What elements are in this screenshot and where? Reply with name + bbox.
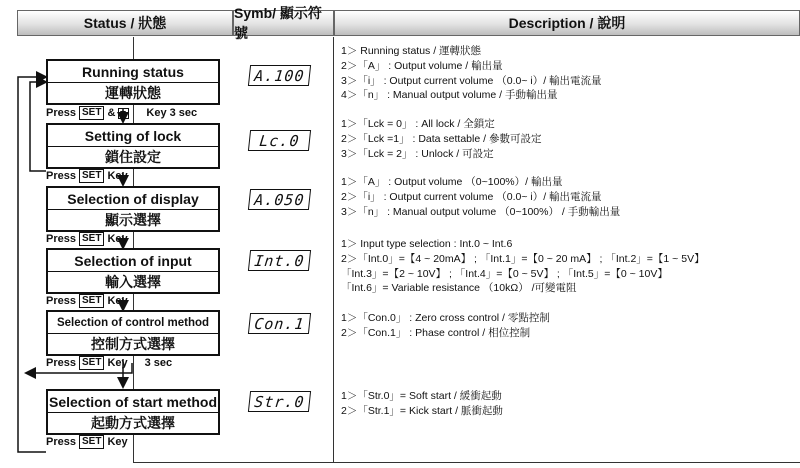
description-line: 1＞ Running status / 運轉狀態	[341, 45, 482, 57]
press-instruction	[46, 232, 128, 246]
description-line: 2＞「Con.1」 : Phase control / 相位控制	[341, 326, 531, 339]
key-label: Key	[107, 170, 128, 182]
state-selection-of-control-method	[46, 310, 220, 356]
state-selection-of-start-method	[46, 389, 220, 435]
back-to-running-arrow	[30, 82, 46, 171]
press-instruction	[46, 106, 197, 120]
set-key: SET	[79, 106, 104, 120]
description-line: 「Int.6」= Variable resistance （10kΩ） /可變電阻	[341, 282, 577, 295]
description-line: 1＞ Input type selection : Int.0 ~ Int.6	[341, 238, 513, 250]
description-line: 1＞「A」 : Output volume （0~100%）/ 輸出量	[341, 176, 563, 188]
lcd-symbol: Con.1	[248, 313, 311, 334]
state-selection-of-input	[46, 248, 220, 294]
state-running-status	[46, 59, 220, 105]
state-en: Selection of input	[48, 250, 218, 272]
description-line: 3＞「Lck = 2」 : Unlock / 可設定	[341, 147, 494, 160]
lcd-symbol: Lc.0	[248, 130, 311, 151]
press-instruction	[46, 356, 172, 370]
set-key: SET	[79, 294, 104, 308]
duration-label: 3 sec	[144, 357, 173, 369]
description-block	[341, 389, 503, 419]
state-en: Setting of lock	[48, 125, 218, 147]
state-zh: 起動方式選擇	[91, 415, 175, 431]
state-setting-of-lock	[46, 123, 220, 169]
state-en: Selection of start method	[48, 391, 218, 413]
description-line: 1＞「Lck = 0」 : All lock / 全鎖定	[341, 118, 495, 130]
press-instruction	[46, 294, 128, 308]
state-en: Running status	[48, 61, 218, 83]
key-label: Key	[107, 357, 128, 369]
description-line: 2＞「A」 : Output volume / 輸出量	[341, 59, 503, 72]
description-line: 1＞「Str.0」= Soft start / 緩衝起動	[341, 390, 502, 402]
description-line: 2＞「Str.1」= Kick start / 脈衝起動	[341, 404, 503, 417]
press-instruction	[46, 169, 128, 183]
return-loop-arrow	[18, 77, 46, 452]
description-block	[341, 237, 705, 296]
description-block	[341, 175, 620, 219]
key-label: Key	[107, 295, 128, 307]
press-label: Press	[46, 357, 76, 369]
description-line: 2＞「i」 : Output current volume （0.0~ i）/ 輸出電流量	[341, 190, 602, 203]
description-line: 2＞「Lck =1」 : Data settable / 參數可設定	[341, 132, 542, 145]
lcd-symbol: Int.0	[248, 250, 311, 271]
description-line: 「Int.3」=【2 ~ 10V】 ; 「Int.4」=【0 ~ 5V】 ; 「Int.5」=【0 ~ 10V】	[341, 267, 668, 280]
state-zh: 顯示選擇	[105, 212, 161, 228]
press-label: Press	[46, 436, 76, 448]
header-status: Status / 狀態	[17, 10, 233, 36]
description-line: 3＞「i」 : Output current volume （0.0~ i）/ 輸出電流量	[341, 74, 602, 87]
description-line: 1＞「Con.0」 : Zero cross control / 零點控制	[341, 312, 550, 324]
state-en: Selection of display	[48, 188, 218, 210]
state-selection-of-display	[46, 186, 220, 232]
lcd-symbol: A.050	[248, 189, 311, 210]
column-divider	[333, 37, 334, 462]
set-key: SET	[79, 232, 104, 246]
header-description: Description / 說明	[334, 10, 800, 36]
press-label: Press	[46, 170, 76, 182]
amp-label: &	[107, 107, 116, 119]
state-zh: 運轉狀態	[105, 85, 161, 101]
header-symbol: Symb/ 顯示符號	[233, 10, 334, 36]
description-block	[341, 44, 602, 103]
set-key: SET	[79, 435, 104, 449]
press-label: Press	[46, 107, 76, 119]
key-label: Key 3 sec	[146, 107, 198, 119]
description-line: 2＞「Int.0」=【4 ~ 20mA】 ; 「Int.1」=【0 ~ 20 mA】 ; 「Int.2」=【1 ~ 5V】	[341, 252, 705, 265]
key-label: Key	[107, 436, 128, 448]
press-label: Press	[46, 233, 76, 245]
lcd-symbol: A.100	[248, 65, 311, 86]
description-line: 3＞「n」 : Manual output volume （0~100%） / 手動輸出量	[341, 205, 621, 218]
description-block	[341, 117, 541, 161]
lcd-symbol: Str.0	[248, 391, 311, 412]
key-label: Key	[107, 233, 128, 245]
down-key-icon	[118, 108, 129, 119]
description-block	[341, 311, 550, 341]
state-zh: 鎖住設定	[105, 149, 161, 165]
set-key: SET	[79, 169, 104, 183]
press-label: Press	[46, 295, 76, 307]
state-zh: 控制方式選擇	[91, 336, 175, 352]
state-en: Selection of control method	[48, 312, 218, 334]
set-key: SET	[79, 356, 104, 370]
description-line: 4＞「n」 : Manual output volume / 手動輸出量	[341, 89, 558, 102]
state-zh: 輸入選擇	[105, 274, 161, 290]
press-instruction	[46, 435, 128, 449]
